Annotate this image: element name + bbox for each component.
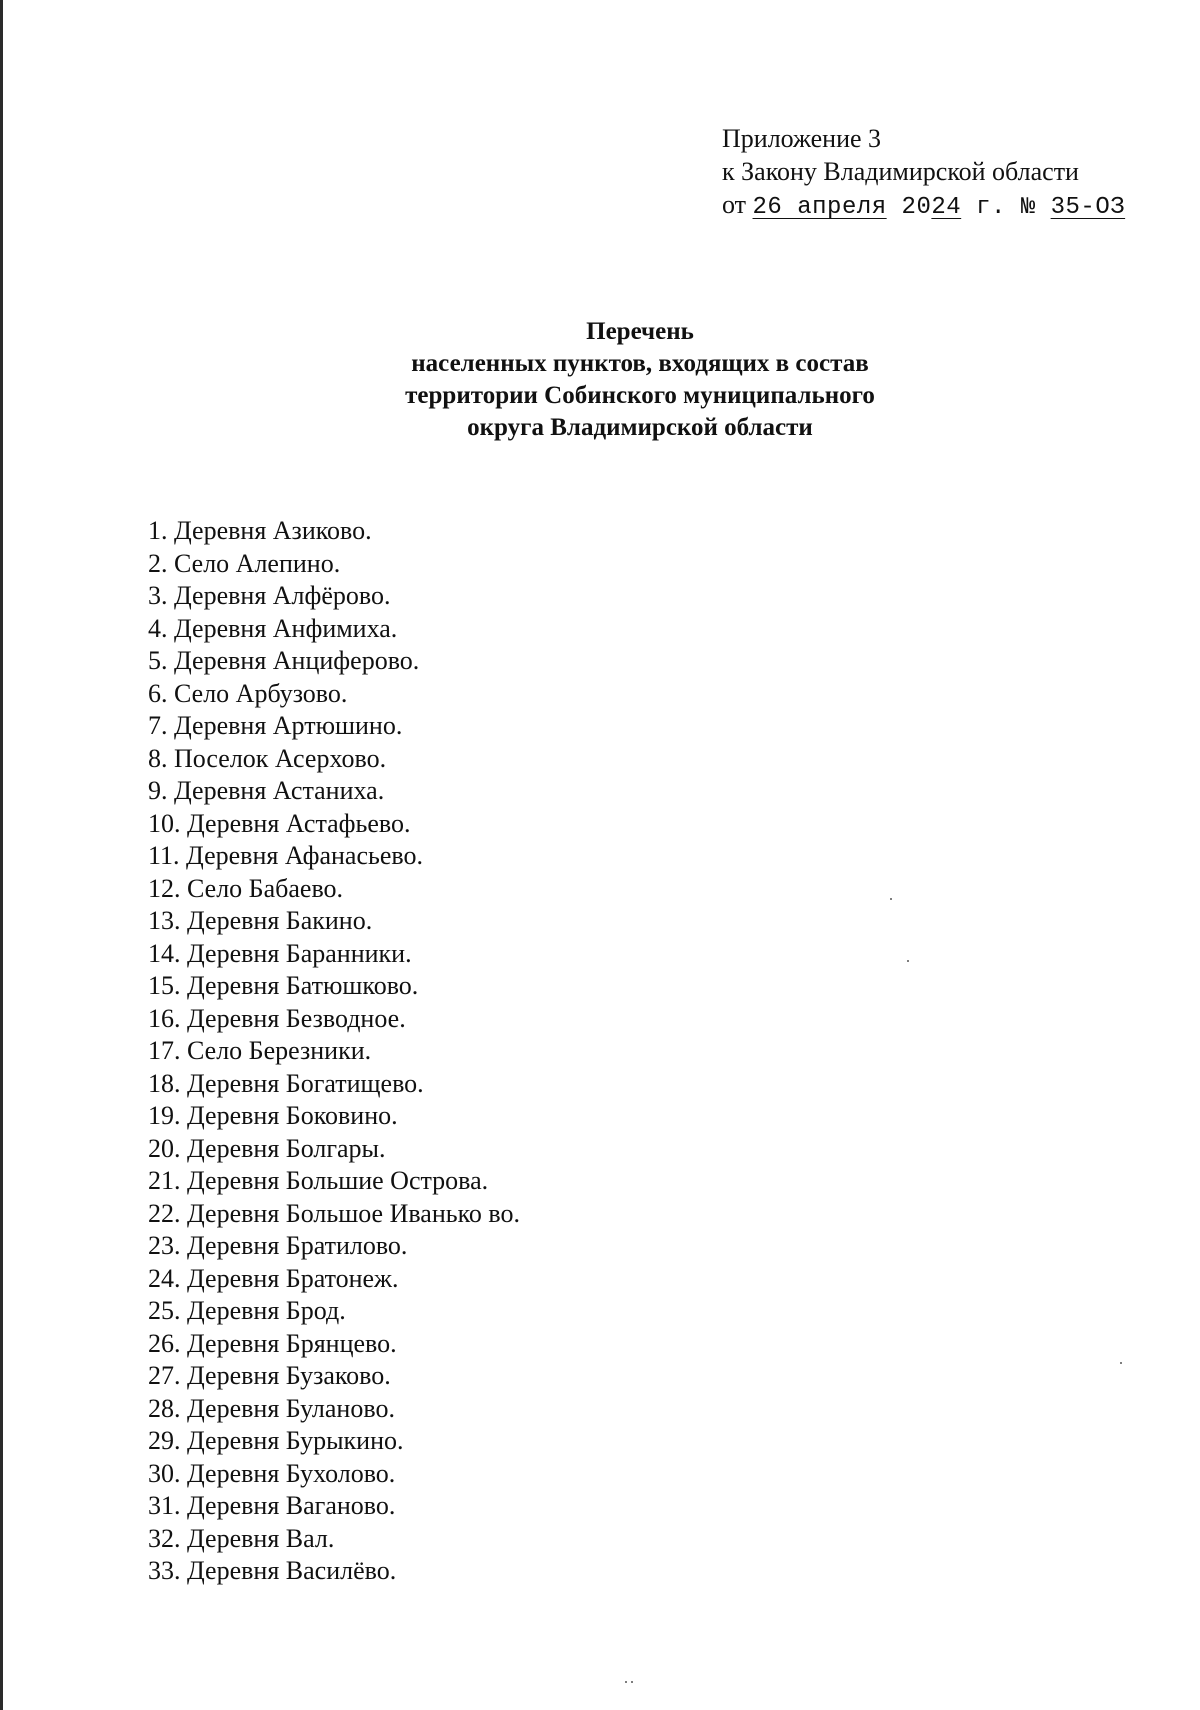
settlement-item: 33. Деревня Василёво. <box>148 1556 397 1585</box>
settlement-item: 27. Деревня Бузаково. <box>148 1361 391 1390</box>
settlement-item: 16. Деревня Безводное. <box>148 1003 406 1033</box>
scan-speck <box>625 1681 627 1683</box>
settlement-item: 31. Деревня Ваганово. <box>148 1491 396 1520</box>
settlement-item: 2. Село Алепино. <box>148 548 341 578</box>
settlements-list <box>148 515 520 1588</box>
settlement-item: 6. Село Арбузово. <box>148 678 348 708</box>
settlement-item: 17. Село Березники. <box>148 1036 372 1065</box>
scan-speck <box>890 898 892 900</box>
settlement-item: 4. Деревня Анфимиха. <box>148 613 398 643</box>
settlement-item: 25. Деревня Брод. <box>148 1296 346 1325</box>
settlement-item: 28. Деревня Буланово. <box>148 1393 395 1423</box>
settlement-item: 10. Деревня Астафьево. <box>148 808 411 838</box>
settlement-item: 19. Деревня Боковино. <box>148 1101 398 1130</box>
settlement-item: 15. Деревня Батюшково. <box>148 971 419 1000</box>
date-prefix: от <box>722 190 753 219</box>
settlement-item: 30. Деревня Бухолово. <box>148 1458 396 1488</box>
law-year: 24 <box>931 194 962 221</box>
settlement-item: 5. Деревня Анциферово. <box>148 646 420 675</box>
year-prefix: 20 <box>886 194 932 221</box>
year-suffix: г. № <box>961 194 1051 221</box>
settlement-item: 29. Деревня Бурыкино. <box>148 1426 404 1455</box>
appendix-number: Приложение 3 <box>722 124 882 153</box>
title-line-3: территории Собинского муниципального <box>405 382 875 409</box>
document-title <box>300 316 980 444</box>
settlement-item: 13. Деревня Бакино. <box>148 906 373 935</box>
settlement-item: 26. Деревня Брянцево. <box>148 1328 397 1358</box>
title-line-2: населенных пунктов, входящих в состав <box>411 350 869 377</box>
settlement-item: 11. Деревня Афанасьево. <box>148 841 423 870</box>
law-date: 26 апреля <box>752 194 887 221</box>
scan-speck <box>1120 1362 1122 1364</box>
scan-speck <box>907 960 909 962</box>
settlement-item: 22. Деревня Большое Иванько во. <box>148 1198 521 1228</box>
settlement-item: 14. Деревня Баранники. <box>148 938 412 968</box>
settlement-item: 24. Деревня Братонеж. <box>148 1263 399 1293</box>
title-line-4: округа Владимирской области <box>467 414 813 441</box>
scan-speck <box>631 1681 633 1683</box>
settlement-item: 18. Деревня Богатищево. <box>148 1068 424 1098</box>
settlement-item: 32. Деревня Вал. <box>148 1523 335 1553</box>
settlement-item: 21. Деревня Большие Острова. <box>148 1166 489 1195</box>
settlement-item: 9. Деревня Астаниха. <box>148 776 385 805</box>
settlement-item: 20. Деревня Болгары. <box>148 1133 386 1163</box>
title-line-1: Перечень <box>586 318 694 345</box>
settlement-item: 8. Поселок Асерхово. <box>148 743 387 773</box>
appendix-date-line <box>722 188 1125 224</box>
settlement-item: 12. Село Бабаево. <box>148 873 344 903</box>
appendix-header <box>722 122 1125 224</box>
law-number: 35-ОЗ <box>1050 194 1126 221</box>
page-left-edge <box>0 0 3 1710</box>
settlement-item: 23. Деревня Братилово. <box>148 1231 408 1260</box>
appendix-law-reference: к Закону Владимирской области <box>722 157 1079 186</box>
settlement-item: 7. Деревня Артюшино. <box>148 711 403 740</box>
settlement-item: 1. Деревня Азиково. <box>148 516 372 545</box>
settlement-item: 3. Деревня Алфёрово. <box>148 581 391 610</box>
